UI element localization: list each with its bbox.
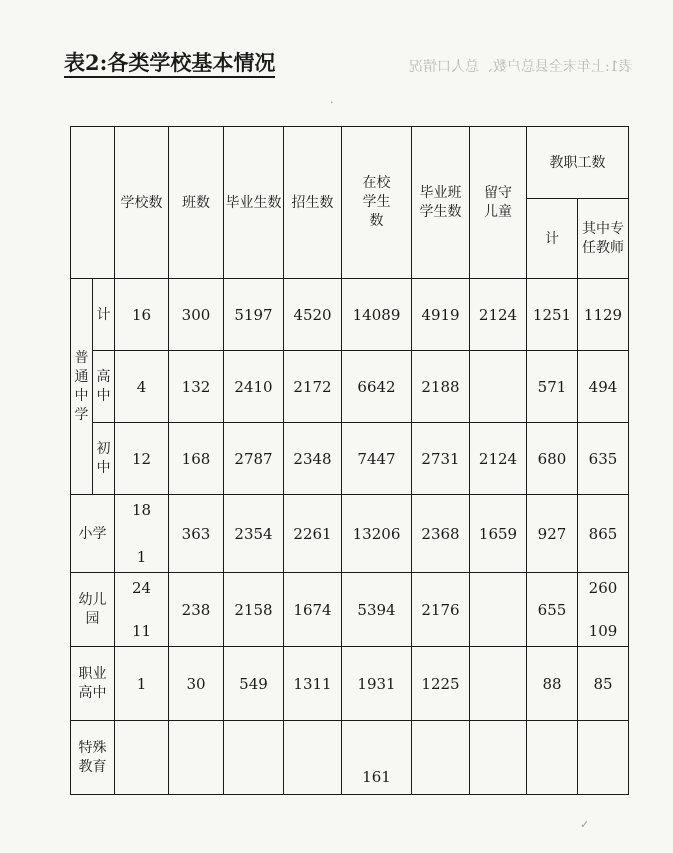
cell-teachers xyxy=(578,573,629,647)
header-students: 在校学生数 xyxy=(342,127,412,279)
table-row xyxy=(71,573,629,647)
cell-staff: 655 xyxy=(527,573,578,647)
header-left-behind: 留守儿童 xyxy=(470,127,527,279)
cell-teachers: 635 xyxy=(578,423,629,495)
cell-graduates: 2410 xyxy=(224,351,284,423)
cell-left-behind: 2124 xyxy=(470,423,527,495)
cell-classes: 30 xyxy=(169,647,224,721)
cell-classes: 168 xyxy=(169,423,224,495)
table-row xyxy=(71,351,629,423)
cell-schools-b: 1 xyxy=(136,548,147,566)
scan-speck: ✓ xyxy=(580,818,590,831)
cell-schools xyxy=(115,721,169,795)
header-staff-total: 计 xyxy=(527,199,578,279)
cell-graduates xyxy=(224,721,284,795)
table-row xyxy=(71,647,629,721)
cell-schools-b: 11 xyxy=(131,622,152,640)
cell-grad-students: 2188 xyxy=(412,351,470,423)
cell-grad-students: 2731 xyxy=(412,423,470,495)
cell-schools xyxy=(115,495,169,573)
cell-schools-a: 18 xyxy=(131,501,152,519)
header-classes: 班数 xyxy=(169,127,224,279)
cell-enrollment: 1311 xyxy=(284,647,342,721)
cell-graduates: 2354 xyxy=(224,495,284,573)
cell-left-behind: 2124 xyxy=(470,279,527,351)
cell-grad-students: 4919 xyxy=(412,279,470,351)
cell-staff: 1251 xyxy=(527,279,578,351)
cell-classes: 363 xyxy=(169,495,224,573)
cell-enrollment xyxy=(284,721,342,795)
cell-teachers: 865 xyxy=(578,495,629,573)
row-label: 幼儿园 xyxy=(71,573,115,647)
table-row xyxy=(71,279,629,351)
cell-enrollment: 2172 xyxy=(284,351,342,423)
cell-students: 13206 xyxy=(342,495,412,573)
cell-classes: 132 xyxy=(169,351,224,423)
cell-staff xyxy=(527,721,578,795)
cell-teachers xyxy=(578,721,629,795)
header-enrollment: 招生数 xyxy=(284,127,342,279)
corner-cell xyxy=(71,127,115,279)
cell-staff: 927 xyxy=(527,495,578,573)
cell-students: 5394 xyxy=(342,573,412,647)
cell-schools: 1 xyxy=(115,647,169,721)
table-row xyxy=(71,721,629,795)
cell-students: 6642 xyxy=(342,351,412,423)
row-label: 小学 xyxy=(71,495,115,573)
group-label-general-middle: 普通中学 xyxy=(71,279,93,495)
cell-left-behind xyxy=(470,647,527,721)
row-label: 计 xyxy=(93,279,115,351)
header-grad-class-students: 毕业班学生数 xyxy=(412,127,470,279)
cell-classes: 300 xyxy=(169,279,224,351)
cell-graduates: 549 xyxy=(224,647,284,721)
row-label: 高中 xyxy=(93,351,115,423)
cell-schools: 12 xyxy=(115,423,169,495)
cell-enrollment: 2348 xyxy=(284,423,342,495)
school-stats-table xyxy=(70,126,629,795)
cell-teachers: 85 xyxy=(578,647,629,721)
cell-grad-students: 2176 xyxy=(412,573,470,647)
cell-schools: 16 xyxy=(115,279,169,351)
cell-students: 7447 xyxy=(342,423,412,495)
bleed-through-text: 表1:上年末全县总户数、总人口情况 xyxy=(409,59,633,75)
cell-staff: 571 xyxy=(527,351,578,423)
cell-teachers-b: 109 xyxy=(588,622,618,640)
cell-staff: 88 xyxy=(527,647,578,721)
row-label: 职业高中 xyxy=(71,647,115,721)
cell-students: 14089 xyxy=(342,279,412,351)
cell-graduates: 2158 xyxy=(224,573,284,647)
header-staff-teachers: 其中专任教师 xyxy=(578,199,629,279)
cell-classes xyxy=(169,721,224,795)
cell-classes: 238 xyxy=(169,573,224,647)
cell-schools-a: 24 xyxy=(131,579,152,597)
row-label: 初中 xyxy=(93,423,115,495)
cell-students: 1931 xyxy=(342,647,412,721)
cell-enrollment: 4520 xyxy=(284,279,342,351)
table-title: 表2:各类学校基本情况 xyxy=(64,50,275,78)
scan-speck: · xyxy=(330,96,334,109)
cell-teachers: 494 xyxy=(578,351,629,423)
header-schools: 学校数 xyxy=(115,127,169,279)
header-graduates: 毕业生数 xyxy=(224,127,284,279)
cell-staff: 680 xyxy=(527,423,578,495)
cell-enrollment: 2261 xyxy=(284,495,342,573)
cell-grad-students: 2368 xyxy=(412,495,470,573)
cell-schools xyxy=(115,573,169,647)
cell-schools: 4 xyxy=(115,351,169,423)
table-row xyxy=(71,423,629,495)
cell-graduates: 5197 xyxy=(224,279,284,351)
row-label: 特殊教育 xyxy=(71,721,115,795)
cell-grad-students: 1225 xyxy=(412,647,470,721)
cell-students: 161 xyxy=(342,721,412,795)
header-staff: 教职工数 xyxy=(527,127,629,199)
cell-teachers-a: 260 xyxy=(588,579,618,597)
cell-enrollment: 1674 xyxy=(284,573,342,647)
cell-left-behind xyxy=(470,573,527,647)
cell-teachers: 1129 xyxy=(578,279,629,351)
cell-left-behind: 1659 xyxy=(470,495,527,573)
cell-left-behind xyxy=(470,721,527,795)
cell-left-behind xyxy=(470,351,527,423)
table-row xyxy=(71,495,629,573)
cell-grad-students xyxy=(412,721,470,795)
cell-graduates: 2787 xyxy=(224,423,284,495)
